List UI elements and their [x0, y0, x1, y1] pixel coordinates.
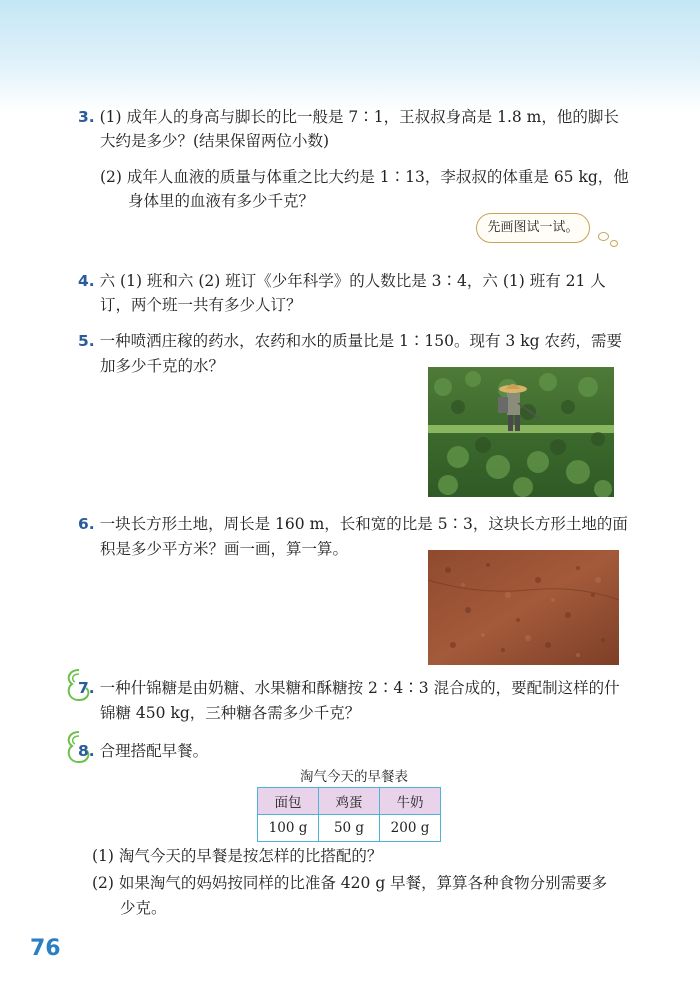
breakfast-table [257, 787, 441, 842]
q8-sub1: (1) 淘气今天的早餐是按怎样的比搭配的？ [92, 847, 383, 865]
q3-part1-line2: 大约是多少？(结果保留两位小数) [100, 132, 330, 150]
q8-number: 8. [78, 742, 95, 760]
table-row [258, 815, 441, 842]
table-header-cell: 鸡蛋 [319, 788, 380, 815]
page-number: 76 [30, 936, 61, 961]
q3-part2-line2: 身体里的血液有多少千克？ [128, 192, 315, 210]
q5-number: 5. [78, 332, 95, 350]
q7-number: 7. [78, 679, 95, 697]
q5-line1 [78, 330, 622, 352]
q7-line1 [78, 677, 620, 699]
q4-line2: 订，两个班一共有多少人订？ [100, 296, 302, 314]
q4-number: 4. [78, 272, 95, 290]
q3-part1-text: (1) 成年人的身高与脚长的比一般是 7∶1，王叔叔身高是 1.8 m，他的脚长 [99, 108, 619, 126]
q5-line2: 加多少千克的水？ [100, 357, 225, 375]
q3-number: 3. [78, 108, 95, 126]
hint-bubble-dot [598, 232, 609, 241]
q7-text: 一种什锦糖是由奶糖、水果糖和酥糖按 2∶4∶3 混合成的，要配制这样的什 [99, 679, 620, 697]
table-header-row [258, 788, 441, 815]
q8-text: 合理搭配早餐。 [99, 742, 209, 760]
q6-line2: 积是多少平方米？画一画，算一算。 [100, 540, 349, 558]
q7-line2: 锦糖 450 kg，三种糖各需多少千克？ [100, 704, 361, 722]
q3-part2-line1: (2) 成年人血液的质量与体重之比大约是 1∶13，李叔叔的体重是 65 kg，他 [100, 168, 629, 186]
hint-bubble-dot [610, 240, 618, 247]
hint-bubble: 先画图试一试。 [476, 213, 590, 243]
q8-sub2-line2: 少克。 [120, 899, 167, 917]
breakfast-table-title: 淘气今天的早餐表 [300, 769, 408, 785]
q6-text: 一块长方形土地，周长是 160 m，长和宽的比是 5∶3，这块长方形土地的面 [99, 515, 628, 533]
q6-number: 6. [78, 515, 95, 533]
header-band [0, 0, 700, 112]
q4-text: 六 (1) 班和六 (2) 班订《少年科学》的人数比是 3∶4，六 (1) 班有 21 人 [99, 272, 606, 290]
table-cell: 200 g [380, 815, 441, 842]
q5-text: 一种喷洒庄稼的药水，农药和水的质量比是 1∶150。现有 3 kg 农药，需要 [99, 332, 622, 350]
q8-sub2-line1: (2) 如果淘气的妈妈按同样的比准备 420 g 早餐，算算各种食物分别需要多 [92, 874, 608, 892]
table-header-cell: 牛奶 [380, 788, 441, 815]
farmer-spraying-photo [428, 367, 614, 497]
table-cell: 100 g [258, 815, 319, 842]
table-cell: 50 g [319, 815, 380, 842]
q8-line [78, 740, 208, 762]
q6-line1 [78, 513, 628, 535]
q3-part1-line1 [78, 106, 619, 128]
soil-field-photo [428, 550, 619, 665]
q4-line1 [78, 270, 606, 292]
table-header-cell: 面包 [258, 788, 319, 815]
